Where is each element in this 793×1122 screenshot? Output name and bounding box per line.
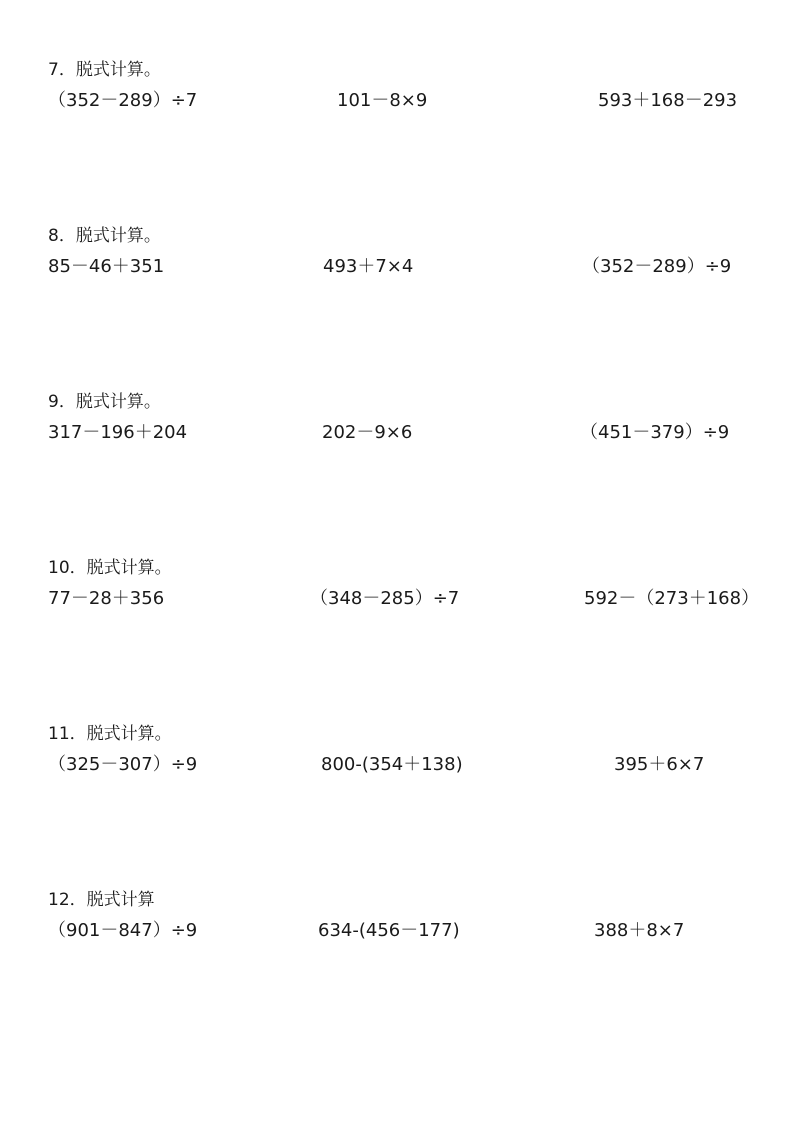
problem-7 [0,59,793,179]
expression-3: （352－289）÷9 [582,256,732,277]
expression-1: （901－847）÷9 [48,920,198,941]
expression-2: 101－8×9 [337,90,428,111]
expression-2: 634-(456－177) [318,920,460,941]
expression-2: 493＋7×4 [323,256,414,277]
expression-1: 77－28＋356 [48,588,165,609]
problem-heading: 11．脱式计算。 [48,724,172,744]
expression-2: （348－285）÷7 [310,588,460,609]
problem-10 [0,557,793,677]
expression-3: 388＋8×7 [594,920,685,941]
expression-3: 592－（273＋168） [584,588,760,609]
expression-3: （451－379）÷9 [580,422,730,443]
expression-1: （325－307）÷9 [48,754,198,775]
expression-3: 395＋6×7 [614,754,705,775]
problem-heading: 9．脱式计算。 [48,392,161,412]
expression-2: 202－9×6 [322,422,413,443]
problem-heading: 7．脱式计算。 [48,60,161,80]
problem-heading: 12．脱式计算 [48,890,155,910]
problem-heading: 8．脱式计算。 [48,226,161,246]
problem-9 [0,391,793,511]
expression-2: 800-(354＋138) [321,754,463,775]
problem-heading: 10．脱式计算。 [48,558,172,578]
expression-3: 593＋168－293 [598,90,738,111]
expression-1: 85－46＋351 [48,256,165,277]
expression-1: 317－196＋204 [48,422,188,443]
problem-11 [0,723,793,843]
problem-8 [0,225,793,345]
problem-12 [0,889,793,1009]
expression-1: （352－289）÷7 [48,90,198,111]
